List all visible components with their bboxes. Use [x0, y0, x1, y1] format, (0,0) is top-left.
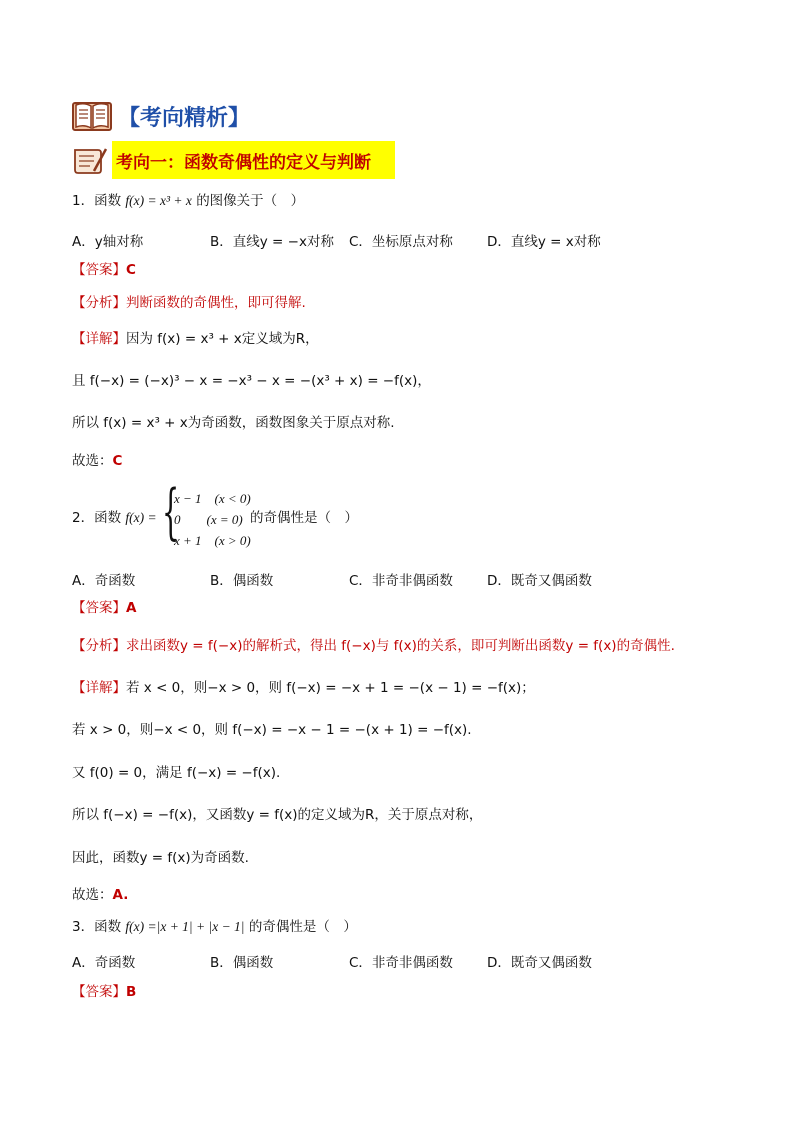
q2-option-a: A．奇函数 [72, 573, 136, 589]
q1-choose [72, 452, 122, 470]
q2-detail-5: 因此，函数y = f(x)为奇函数. [72, 850, 249, 866]
q1-analysis [72, 294, 306, 312]
q2-detail-2: 若 x > 0，则−x < 0，则 f(−x) = −x − 1 = −(x + 1) = −f(x). [72, 722, 472, 738]
q2-stem-suffix: 的奇偶性是（ ） [250, 510, 358, 526]
q1-answer-label: 【答案】 [72, 262, 126, 278]
q1-option-b: B．直线y = −x对称 [210, 234, 334, 250]
q3-option-c: C．非奇非偶函数 [349, 955, 453, 971]
q2-choose-answer: A. [112, 887, 129, 903]
q1-stem-prefix: 1．函数 [72, 193, 122, 209]
scroll-pen-icon [72, 145, 108, 179]
q2-stem-prefix: 2．函数 [72, 510, 122, 526]
q2-option-c: C．非奇非偶函数 [349, 573, 453, 589]
q2-choose [72, 886, 128, 904]
q3-option-d: D．既奇又偶函数 [487, 955, 592, 971]
section-title: 【考向精析】 [118, 106, 251, 131]
q2-analysis-text: 求出函数y = f(−x)的解析式，得出 f(−x)与 f(x)的关系，即可判断出函数y = f(x)的奇偶性. [126, 638, 675, 654]
q1-choose-answer: C [112, 453, 123, 469]
q3-answer [72, 983, 136, 1001]
q3-option-a: A．奇函数 [72, 955, 136, 971]
q2-analysis-label: 【分析】 [72, 638, 126, 654]
q2-piece-2: 0 (x = 0) [174, 512, 243, 527]
q1-answer [72, 261, 136, 279]
q3-answer-value: B [126, 984, 137, 1000]
q1-detail-1 [72, 330, 319, 348]
q3-stem-math: f(x) =|x + 1| + |x − 1| [125, 919, 245, 934]
q1-option-a: A．y轴对称 [72, 234, 144, 250]
q2-stem-prefix-line [72, 509, 157, 527]
q1-detail-3: 所以 f(x) = x³ + x为奇函数，函数图象关于原点对称. [72, 415, 395, 431]
q2-detail-1-text: 若 x < 0，则−x > 0，则 f(−x) = −x + 1 = −(x − 1) = −f(x)； [126, 680, 535, 696]
q2-answer-label: 【答案】 [72, 600, 126, 616]
q3-stem-prefix: 3．函数 [72, 919, 122, 935]
q2-option-d: D．既奇又偶函数 [487, 573, 592, 589]
open-book-icon [72, 100, 112, 136]
q1-analysis-label: 【分析】 [72, 295, 126, 311]
q1-stem-math: f(x) = x³ + x [125, 193, 192, 208]
q2-piece-3: x + 1 (x > 0) [174, 533, 251, 548]
q1-detail-2: 且 f(−x) = (−x)³ − x = −x³ − x = −(x³ + x) = −f(x)， [72, 373, 431, 389]
q2-answer-value: A [126, 600, 137, 616]
q1-option-d: D．直线y = x对称 [487, 234, 601, 250]
q1-stem [72, 192, 304, 210]
q2-answer [72, 599, 136, 617]
q2-piece-1: x − 1 (x < 0) [174, 491, 251, 506]
q3-stem [72, 918, 357, 936]
q1-stem-suffix: 的图像关于（ ） [196, 193, 305, 209]
q1-answer-value: C [126, 262, 136, 278]
q2-detail-1 [72, 679, 535, 697]
q1-choose-label: 故选： [72, 453, 113, 469]
q3-stem-suffix: 的奇偶性是（ ） [248, 919, 357, 935]
q2-detail-3: 又 f(0) = 0，满足 f(−x) = −f(x). [72, 765, 281, 781]
q1-option-c: C．坐标原点对称 [349, 234, 453, 250]
q1-detail-1-text: 因为 f(x) = x³ + x定义域为R， [126, 331, 319, 347]
left-brace: { [162, 477, 180, 547]
topic-title: 考向一：函数奇偶性的定义与判断 [116, 153, 371, 173]
q3-option-b: B．偶函数 [210, 955, 274, 971]
q2-option-b: B．偶函数 [210, 573, 274, 589]
q1-analysis-text: 判断函数的奇偶性，即可得解. [126, 295, 306, 311]
q2-detail-4: 所以 f(−x) = −f(x)，又函数y = f(x)的定义域为R，关于原点对称， [72, 807, 483, 823]
q1-detail-label: 【详解】 [72, 331, 126, 347]
q2-piecewise [162, 477, 262, 548]
q2-detail-label: 【详解】 [72, 680, 126, 696]
q3-answer-label: 【答案】 [72, 984, 126, 1000]
q2-stem-fx: f(x) = [125, 510, 157, 525]
q2-choose-label: 故选： [72, 887, 113, 903]
q2-analysis [72, 637, 675, 655]
